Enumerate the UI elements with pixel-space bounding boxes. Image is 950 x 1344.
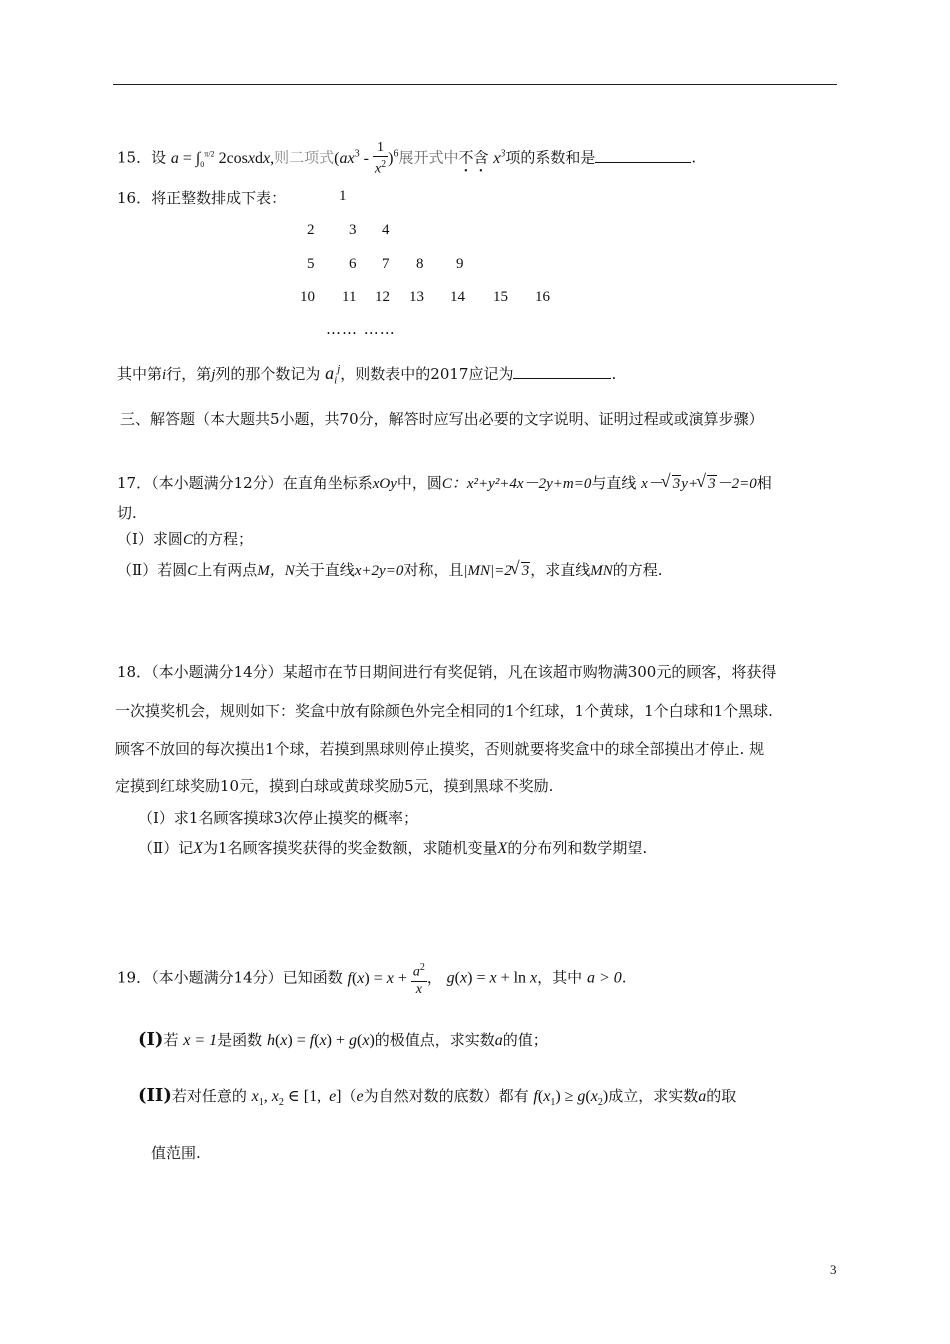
q18-part1: （Ⅰ）求1名顾客摸球3次停止摸奖的概率； bbox=[138, 809, 419, 827]
triangle-number: 6 bbox=[349, 256, 357, 272]
q16-i: i bbox=[162, 367, 167, 383]
q17-part2-e: ，求直线 bbox=[530, 561, 591, 579]
question-18 bbox=[117, 662, 776, 682]
q19-condition: a > 0 bbox=[586, 969, 622, 987]
triangle-number: 7 bbox=[382, 256, 390, 272]
q19-p1-b: 是函数 bbox=[217, 1031, 263, 1049]
q19-text1: 已知函数 bbox=[282, 968, 343, 987]
question-15 bbox=[117, 140, 696, 178]
q17-wrap: 切. bbox=[117, 504, 137, 522]
q19-p2-label: (II) bbox=[138, 1085, 172, 1106]
q16-answer-blank bbox=[513, 364, 611, 379]
question-19 bbox=[117, 960, 627, 998]
q19-g-def: g(x) = x + ln x bbox=[446, 969, 538, 987]
q15-tail2: 项的系数和是 bbox=[505, 148, 596, 167]
q16-aij: $a_i^j$ bbox=[325, 363, 341, 387]
q18-part2-a: （Ⅱ）记 bbox=[138, 839, 194, 857]
q15-lead: 设 bbox=[151, 148, 167, 167]
q15-number: 15． bbox=[117, 148, 152, 167]
triangle-number: 15 bbox=[493, 289, 508, 305]
q18-line4: 定摸到红球奖励10元，摸到白球或黄球奖励5元，摸到黑球不奖励. bbox=[115, 777, 554, 795]
q17-xoy: xOy bbox=[372, 476, 397, 492]
triangle-number: 4 bbox=[382, 222, 390, 238]
q16-lead: 将正整数排成下表： bbox=[151, 189, 287, 207]
q16-number: 16． bbox=[117, 189, 152, 207]
q16-desc4: ，则数表中的2017应记为 bbox=[340, 365, 514, 383]
q19-e: e bbox=[356, 1088, 364, 1105]
q17-circle-eq: C：x²+y²+4x－2y+m=0 bbox=[441, 476, 592, 492]
q17-sym-line: x+2y=0 bbox=[354, 563, 404, 579]
q15-x3: $x^3$ bbox=[493, 148, 506, 167]
q19-text3: ，其中 bbox=[537, 968, 583, 987]
triangle-number: 1 bbox=[339, 188, 347, 204]
q19-p2-c: 成立，求实数 bbox=[608, 1087, 699, 1105]
q16-desc2: 行，第 bbox=[166, 365, 212, 383]
triangle-number: 2 bbox=[307, 222, 315, 238]
q17-text2: 中，圆 bbox=[396, 474, 442, 492]
q17-part1-b: 的方程； bbox=[192, 530, 253, 548]
q19-score: （本小题满分14分） bbox=[151, 968, 283, 987]
q17-MN-line: MN bbox=[590, 563, 613, 579]
q15-binomial: ($ax^3$ - $\frac{1}{x^2}$ )$^6$ bbox=[334, 140, 399, 177]
triangle-number: 5 bbox=[307, 256, 315, 272]
q16-end: . bbox=[611, 365, 617, 383]
q17-MN-length: |MN|=2√ 3 bbox=[463, 563, 530, 579]
q17-part2-f: 的方程. bbox=[612, 561, 663, 579]
triangle-number: 9 bbox=[456, 256, 464, 272]
triangle-number: 10 bbox=[300, 289, 315, 305]
q17-part1-a: （Ⅰ）求圆 bbox=[117, 530, 183, 548]
q15-answer-blank bbox=[595, 148, 691, 163]
q19-p1-label: (I) bbox=[138, 1029, 164, 1050]
triangle-number: 3 bbox=[349, 222, 357, 238]
q18-number: 18． bbox=[117, 663, 152, 681]
q19-p1-d: 的值； bbox=[502, 1031, 548, 1049]
page-number: 3 bbox=[830, 1262, 837, 1277]
q16-ellipsis: …… …… bbox=[326, 320, 396, 338]
q15-end: . bbox=[691, 148, 697, 167]
triangle-number: 14 bbox=[450, 289, 465, 305]
q19-text2: ， bbox=[426, 968, 442, 987]
q17-part2-c: 关于直线 bbox=[294, 561, 355, 579]
q17-part2-b: 上有两点 bbox=[197, 561, 258, 579]
q19-part2: (II)若对任意的 $x_1$, $x_2$ ∈ [1, e]（e为自然对数的底数）都有 $f(x_1) \ge g(x_2)$成立，求实数a的取 bbox=[138, 1085, 737, 1109]
q16-desc3: 列的那个数记为 bbox=[215, 365, 321, 383]
q19-f-def: f(x) = x + $\frac{a^2}{x}$ bbox=[347, 962, 425, 997]
q16-desc1: 其中第 bbox=[117, 365, 163, 383]
q19-h-def: h(x) = f(x) + g(x) bbox=[266, 1032, 375, 1049]
triangle-number: 8 bbox=[416, 256, 424, 272]
q18-X1: X bbox=[193, 840, 203, 857]
q18-part2-c: 的分布列和数学期望. bbox=[507, 839, 648, 857]
q17-C2: C bbox=[187, 563, 198, 579]
q19-p2-b: 为自然对数的底数）都有 bbox=[363, 1087, 529, 1105]
q19-inequality: $f(x_1) \ge g(x_2)$ bbox=[533, 1088, 609, 1109]
q17-part2-d: 对称，且 bbox=[403, 561, 464, 579]
q18-line2: 一次摸奖机会，规则如下：奖盒中放有除颜色外完全相同的1个红球，1个黄球，1个白球和1个黑球. bbox=[115, 702, 773, 720]
q18-X2: X bbox=[497, 840, 508, 857]
triangle-number: 12 bbox=[375, 289, 390, 305]
q15-mid: 则二项式 bbox=[274, 148, 335, 167]
q15-tail1: 展开式中 bbox=[398, 148, 459, 167]
question-17 bbox=[117, 473, 772, 494]
q18-part2 bbox=[138, 838, 647, 859]
q19-a1: a bbox=[494, 1032, 503, 1049]
q17-MN: M，N bbox=[257, 563, 295, 579]
q15-integral: $a = \int_0^{\pi/2}$ 2cosxdx, bbox=[170, 149, 275, 169]
q17-line-eq: x－√ 3y+√ 3－2=0 bbox=[641, 476, 757, 492]
q17-text3: 与直线 bbox=[591, 474, 637, 492]
q19-part1 bbox=[138, 1030, 548, 1051]
triangle-number: 13 bbox=[409, 289, 424, 305]
q19-x-eq-1: x = 1 bbox=[183, 1032, 218, 1049]
q16-description bbox=[117, 359, 616, 391]
q19-interval: $x_1$, $x_2$ ∈ [1, e] bbox=[251, 1088, 342, 1109]
q19-number: 19． bbox=[117, 968, 152, 987]
q16-j: j bbox=[211, 367, 216, 383]
q17-part2-a: （Ⅱ）若圆 bbox=[117, 561, 188, 579]
triangle-number: 16 bbox=[535, 289, 550, 305]
q17-text1: 在直角坐标系 bbox=[282, 474, 373, 492]
q18-line1: 某超市在节日期间进行有奖促销，凡在该超市购物满300元的顾客，将获得 bbox=[282, 663, 777, 681]
q17-part1 bbox=[117, 529, 253, 550]
q19-p2-d: 的取 bbox=[706, 1087, 737, 1105]
q17-C1: C bbox=[182, 532, 193, 548]
q19-p1-a: 若 bbox=[163, 1031, 179, 1049]
header-rule bbox=[113, 84, 837, 85]
q19-p2-a: 若对任意的 bbox=[171, 1087, 247, 1105]
q18-line3: 顾客不放回的每次摸出1个球，若摸到黑球则停止摸奖，否则就要将奖盒中的球全部摸出才停止. 规 bbox=[115, 740, 765, 758]
q17-text4: 相 bbox=[756, 474, 772, 492]
q15-emphasis: 不含 bbox=[458, 148, 489, 167]
q19-end: . bbox=[621, 968, 627, 987]
q19-a2: a bbox=[698, 1088, 707, 1105]
q17-number: 17． bbox=[117, 474, 152, 492]
q18-part2-b: 为1名顾客摸奖获得的奖金数额，求随机变量 bbox=[202, 839, 498, 857]
q19-part2-wrap: 值范围. bbox=[151, 1144, 201, 1162]
question-16 bbox=[117, 188, 286, 208]
q19-p1-c: 的极值点，求实数 bbox=[374, 1031, 495, 1049]
q17-part2 bbox=[117, 560, 663, 581]
section-3-heading: 三、解答题（本大题共5小题，共70分，解答时应写出必要的文字说明、证明过程或或演算步骤） bbox=[120, 410, 764, 428]
triangle-number: 11 bbox=[342, 289, 357, 305]
q18-score: （本小题满分14分） bbox=[151, 663, 283, 681]
q17-score: （本小题满分12分） bbox=[151, 474, 283, 492]
